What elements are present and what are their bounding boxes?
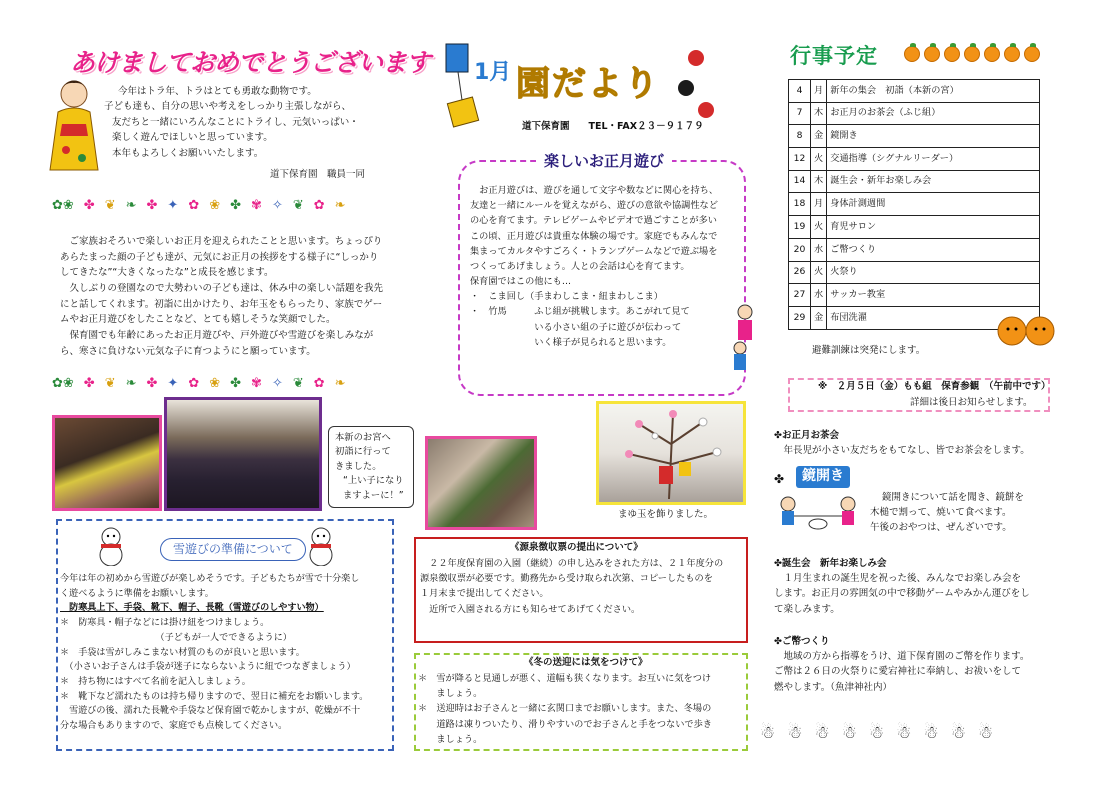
kagami-kids-illustration <box>776 492 860 532</box>
schedule-event: 身体計測週間 <box>827 193 1040 216</box>
photo-caption: まゆ玉を飾りました。 <box>618 509 714 520</box>
schedule-row <box>789 238 1040 261</box>
snow-body: 今年は年の初めから雪遊びが楽しめそうです。子どもたちが雪で十分楽し く遊べるように準備をお願いします。 防寒具上下、手袋、靴下、帽子、長靴（雪遊びのしやすい物） ＊ 防寒具・帽子などには掛け紐をつけましょう。 （子どもが一人でできるように） ＊ 手袋は雪がしみこまない材質のものが良いと思います。 （小さいお子さんは手袋が迷子にならないように紐でつなぎましょう） ＊ 持ち物にはすべて名前を記入しましょう。 ＊ 靴下など濡れたものは持ち帰りますので、翌日に補充をお願いします。 雪遊びの後、濡れた長靴や手袋など保育園で乾かしますが、乾燥が不十 分な場合もありますので、家庭でも点検してください。 <box>60 574 369 732</box>
schedule-day: 29 <box>789 306 811 329</box>
schedule-weekday: 金 <box>811 306 827 329</box>
schedule-event: 火祭り <box>827 261 1040 284</box>
schedule-row <box>789 170 1040 193</box>
orange-characters-illustration <box>996 311 1056 347</box>
decorative-border-bottom: ✿❀ ✤ ❦ ❧ ✤ ✦ ✿ ❀ ✤ ✾ ✧ ❦ ✿ ❧ <box>52 376 346 391</box>
photo-mayudama <box>596 401 746 505</box>
schedule-weekday: 木 <box>811 102 827 125</box>
snow-title: 雪遊びの準備について <box>160 538 306 561</box>
snowman-decoration-row: ☃ ☃ ☃ ☃ ☃ ☃ ☃ ☃ ☃ <box>760 723 994 743</box>
february-notice-detail: 詳細は後日お知らせします。 <box>910 397 1033 408</box>
photo-children-shrine <box>52 415 162 511</box>
decorative-border-top: ✿❀ ✤ ❦ ❧ ✤ ✦ ✿ ❀ ✤ ✾ ✧ ❦ ✿ ❧ <box>52 198 346 213</box>
schedule-event: 鏡開き <box>827 125 1040 148</box>
tea-party-article: ✤お正月お茶会 年長児が小さい友だちをもてなし、皆でお茶会をします。 <box>774 430 1030 457</box>
spinning-top-illustration <box>672 44 720 124</box>
schedule-event: 新年の集会 初詣（本新の宮） <box>827 80 1040 103</box>
photo-shrine-visit <box>164 397 322 511</box>
greeting-signature: 道下保育園 職員一同 <box>270 169 366 180</box>
schedule-day: 7 <box>789 102 811 125</box>
schedule-day: 20 <box>789 238 811 261</box>
schedule-event: サッカー教室 <box>827 284 1040 307</box>
schedule-row <box>789 102 1040 125</box>
schedule-row <box>789 193 1040 216</box>
schedule-event: ご幣つくり <box>827 238 1040 261</box>
schedule-note: 避難訓練は突発にします。 <box>812 345 926 356</box>
header-month: 1月 <box>474 60 512 85</box>
schedule-row <box>789 80 1040 103</box>
schedule-event: お正月のお茶会（ふじ組） <box>827 102 1040 125</box>
kids-illustration <box>728 302 762 372</box>
schedule-weekday: 火 <box>811 148 827 171</box>
schedule-row <box>789 125 1040 148</box>
photo-children-playing <box>425 436 537 530</box>
schedule-row <box>789 261 1040 284</box>
orange-decoration <box>904 46 1040 62</box>
schedule-table <box>788 79 1040 330</box>
schedule-event: 交通指導（シグナルリーダー） <box>827 148 1040 171</box>
schedule-title: 行事予定 <box>790 44 878 68</box>
tax-notice-title: 《源泉徴収票の提出について》 <box>510 542 643 553</box>
winter-notice-title: 《冬の送迎には気をつけて》 <box>524 657 648 668</box>
schedule-day: 12 <box>789 148 811 171</box>
snowman-icon <box>96 526 126 566</box>
schedule-day: 26 <box>789 261 811 284</box>
games-body: お正月遊びは、遊びを通して文字や数などに関心を持ち、 友達と一緒にルールを覚えながら、遊びの意欲や協調性など の心を育てます。テレビゲームやビデオで過ごすことが多い この頃、正月遊びは貴重な体験の場です。家庭でもみんなで 集まってカルタやすごろく・トランプゲームなどで遊ぶ場を つくってあげましょう。人との会話は心を育てます。 保育園ではこの他にも… ・ こま回し（手まわしこま・紐まわしこま） ・ 竹馬 ふじ組が挑戦します。あこがれて見て いる小さい組の子に遊びが伝わって いく様子が見られると思います。 <box>470 185 719 348</box>
schedule-weekday: 月 <box>811 193 827 216</box>
february-notice: ※ ２月５日（金）もも組 保育参観 （午前中です） <box>818 381 1051 392</box>
schedule-row <box>789 216 1040 239</box>
schedule-row <box>789 148 1040 171</box>
schedule-weekday: 火 <box>811 216 827 239</box>
mayudama-illustration <box>599 404 743 502</box>
tax-notice-body: ２２年度保育園の入園（継続）の申し込みをされた方は、２１年度分の 源泉徴収票が必要です。勤務先から受け取られ次第、コピーしたものを １月末まで提出してください。 近所で入園される方にも知らせてあげてください。 <box>420 558 724 615</box>
schedule-event: 育児サロン <box>827 216 1040 239</box>
schedule-weekday: 金 <box>811 125 827 148</box>
kagami-body: 鏡開きについて話を聞き、鏡餅を 木槌で割って、焼いて食べます。 午後のおやつは、ぜんざいです。 <box>870 492 1024 534</box>
header-contact: 道下保育園 TEL・FAX２３－９１７９ <box>522 121 704 132</box>
schedule-day: 14 <box>789 170 811 193</box>
snowman-icon <box>306 526 336 566</box>
schedule-day: 27 <box>789 284 811 307</box>
schedule-weekday: 月 <box>811 80 827 103</box>
kagami-title: 鏡開き <box>796 466 850 488</box>
kagami-marker: ✤ <box>774 472 785 486</box>
schedule-event: 誕生会・新年お楽しみ会 <box>827 170 1040 193</box>
gohei-article: ✤ご幣つくり 地域の方から指導をうけ、道下保育園のご幣を作ります。 ご幣は２６日の火祭りに愛宕神社に奉納し、お祓いをして 燃やします。（魚津神社内） <box>774 636 1030 693</box>
greeting-title: あけましておめでとうございます <box>70 48 431 77</box>
page-title: 園だより <box>516 64 660 104</box>
birthday-article: ✤誕生会 新年お楽しみ会 １月生まれの誕生児を祝った後、みんなでお楽しみ会を します。お正月の雰囲気の中で移動ゲームやみかん運びをし て楽しみます。 <box>774 558 1030 615</box>
newyear-article: ご家族おそろいで楽しいお正月を迎えられたことと思います。ちょっぴり あらたまった顔の子ども達が、元気にお正月の挨拶をする様子に“しっかり してきたな”“大きくなったな”と成長を感じます。 久しぶりの登園なので大勢わいの子ども達は、休み中の楽しい話題を我先 にと話してくれます。初詣に出かけたり、お年玉をもらったり、家族でゲー ムやお正月遊びをしたことなど、とても嬉しそうな笑顔でした。 保育園でも年齢にあったお正月遊びや、戸外遊びや雪遊びを楽しみなが ら、寒さに負けない元気な子に育つようにと願っています。 <box>60 236 384 357</box>
winter-notice-body: ＊ 雪が降ると見通しが悪く、道幅も狭くなります。お互いに気をつけ ましょう。 ＊ 送迎時はお子さんと一緒に玄関口までお願いします。また、冬場の 道路は凍りついたり、滑りやすいのでお子さんと手をつないで歩き ましょう。 <box>418 673 712 745</box>
schedule-day: 18 <box>789 193 811 216</box>
schedule-day: 19 <box>789 216 811 239</box>
greeting-body: 今年はトラ年、トラはとても勇敢な動物です。 子ども達も、自分の思いや考えをしっかり主張しながら、 友だちと一緒にいろんなことにトライし、元気いっぱい・ 楽しく遊んでほしいと思っています。 本年もよろしくお願いいたします。 <box>104 86 359 159</box>
kimono-girl-illustration <box>42 74 104 174</box>
schedule-day: 4 <box>789 80 811 103</box>
schedule-weekday: 火 <box>811 261 827 284</box>
schedule-day: 8 <box>789 125 811 148</box>
photo-speech-bubble: 本新のお宮へ 初詣に行って きました。 “上い子になり ますよーに！” <box>328 426 414 508</box>
schedule-event: 布団洗濯 <box>827 306 1040 329</box>
games-title: 楽しいお正月遊び <box>536 150 672 173</box>
schedule-row <box>789 284 1040 307</box>
schedule-weekday: 木 <box>811 170 827 193</box>
schedule-weekday: 水 <box>811 238 827 261</box>
schedule-weekday: 水 <box>811 284 827 307</box>
